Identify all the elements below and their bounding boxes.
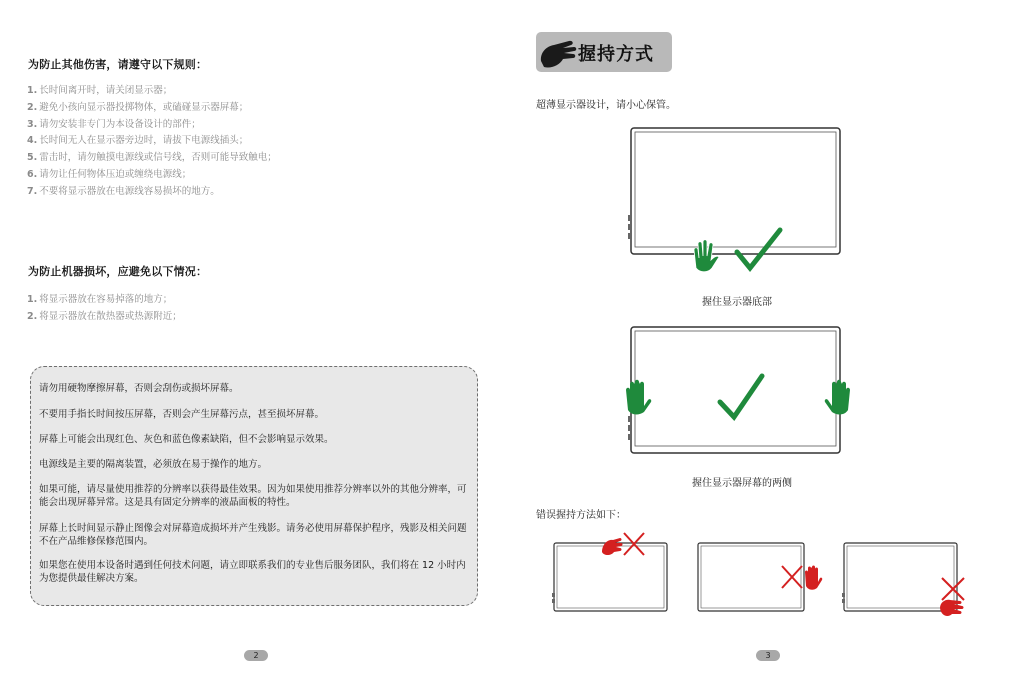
rule-item: 5. 雷击时，请勿触摸电源线或信号线，否则可能导致触电； (27, 152, 277, 164)
page-number-left: 2 (244, 650, 268, 661)
rule-item: 7. 不要将显示器放在电源线容易损坏的地方。 (27, 185, 220, 197)
notice-paragraph: 屏幕上可能会出现红色、灰色和蓝色像素缺陷，但不会影响显示效果。 (39, 434, 334, 445)
hand-glyph-icon (538, 37, 578, 73)
notice-paragraph: 屏幕上长时间显示静止图像会对屏幕造成损坏并产生残影。请务必使用屏幕保护程序，残影及相关问题不在产品维修保修范围内。 (39, 523, 467, 547)
wrong-heading: 错误握持方法如下： (536, 510, 626, 521)
rules-list (27, 83, 277, 201)
notice-box (30, 366, 478, 606)
page-number-right: 3 (756, 650, 780, 661)
right-page (512, 0, 1024, 690)
title-badge (536, 32, 672, 72)
notice-paragraph: 电源线是主要的隔离装置，必须放在易于操作的地方。 (39, 459, 268, 470)
avoid-list (27, 292, 182, 326)
rule-item: 3. 请勿安装非专门为本设备设计的部件； (27, 118, 201, 130)
avoid-item: 2. 将显示器放在散热器或热源附近； (27, 310, 182, 322)
monitor-wrong-corner (840, 538, 980, 628)
rule-item: 2. 避免小孩向显示器投掷物体，或磕碰显示器屏幕； (27, 101, 249, 113)
section2-heading: 为防止机器损坏，应避免以下情况： (28, 265, 208, 278)
caption-sides: 握住显示器屏幕的两侧 (692, 478, 792, 489)
notice-paragraph: 如果可能，请尽量使用推荐的分辨率以获得最佳效果。因为如果使用推荐分辨率以外的其他分辨率，可能会出现屏幕异常。这是具有固定分辨率的液晶面板的特性。 (39, 484, 467, 508)
monitor-wrong-right (694, 538, 824, 618)
red-hand-icon (805, 566, 822, 590)
rule-item: 6. 请勿让任何物体压迫或缠绕电源线； (27, 168, 192, 180)
section1-heading: 为防止其他伤害，请遵守以下规则： (28, 58, 208, 71)
notice-paragraph: 不要用手指长时间按压屏幕，否则会产生屏幕污点，甚至损坏屏幕。 (39, 409, 325, 420)
monitor-wrong-top (550, 538, 680, 618)
intro-text: 超薄显示器设计，请小心保管。 (536, 100, 676, 111)
red-hand-icon (940, 600, 964, 616)
rule-item: 4. 长时间无人在显示器旁边时，请拔下电源线插头； (27, 135, 249, 147)
notice-paragraph: 如果您在使用本设备时遇到任何技术问题，请立即联系我们的专业售后服务团队，我们将在 12 小时内为您提供最佳解决方案。 (39, 560, 466, 584)
notice-paragraph: 请勿用硬物摩擦屏幕，否则会刮伤或损坏屏幕。 (39, 383, 239, 394)
rule-item: 1. 长时间离开时，请关闭显示器； (27, 85, 173, 96)
monitor-correct-bottom (622, 122, 862, 272)
caption-bottom: 握住显示器底部 (702, 297, 772, 308)
avoid-item: 1. 将显示器放在容易掉落的地方； (27, 294, 173, 305)
page-title: 握持方式 (578, 44, 654, 65)
monitor-correct-sides (622, 322, 862, 462)
